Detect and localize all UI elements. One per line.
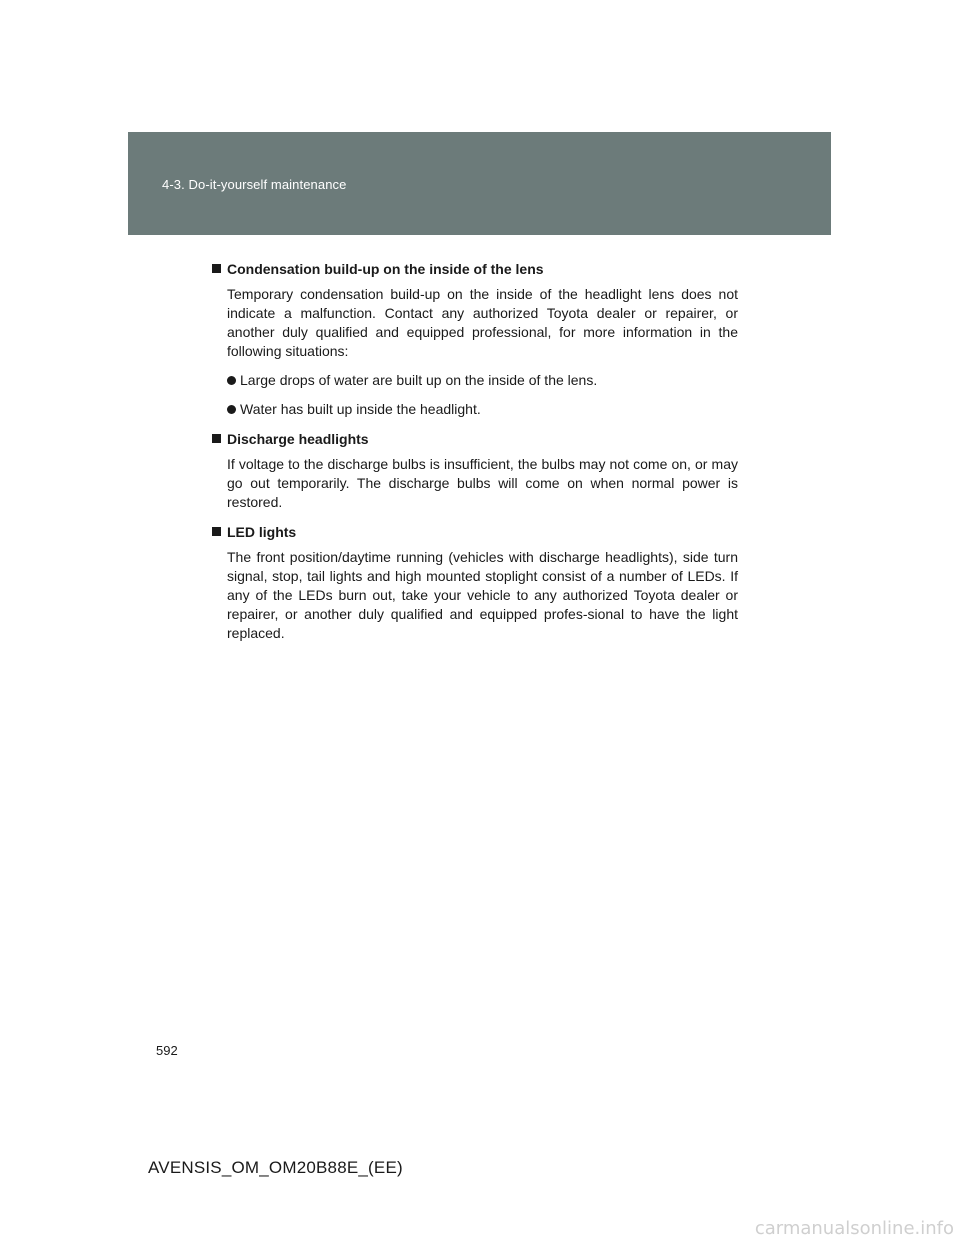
header-band xyxy=(128,132,831,235)
section-heading xyxy=(210,522,738,542)
section-heading-text: Discharge headlights xyxy=(227,431,369,447)
page-number: 592 xyxy=(156,1043,178,1058)
round-bullet-icon xyxy=(227,376,236,385)
section-title: 4-3. Do-it-yourself maintenance xyxy=(162,177,347,192)
square-bullet-icon xyxy=(212,264,221,273)
list-item xyxy=(227,371,738,390)
section-led-lights xyxy=(210,522,738,643)
list-item-text: Water has built up inside the headlight. xyxy=(240,401,481,417)
section-heading-text: LED lights xyxy=(227,524,297,540)
section-paragraph: The front position/daytime running (vehicles with discharge headlights), side turn signal, stop, tail lights and high mounted stoplight consist of a number of LEDs. If any of the LEDs burn out, take your vehicle to any authorized Toyota dealer or repairer, or another duly qualified and equipped profes-sional to have the light replaced. xyxy=(227,549,738,641)
round-bullet-icon xyxy=(227,405,236,414)
section-paragraph: If voltage to the discharge bulbs is insufficient, the bulbs may not come on, or may go out temporarily. The discharge bulbs will come on when normal power is restored. xyxy=(227,456,738,510)
main-content xyxy=(210,259,738,653)
square-bullet-icon xyxy=(212,527,221,536)
square-bullet-icon xyxy=(212,434,221,443)
section-discharge-headlights xyxy=(210,429,738,512)
section-heading xyxy=(210,259,738,279)
section-paragraph: Temporary condensation build-up on the inside of the headlight lens does not indicate a malfunction. Contact any authorized Toyota dealer or repairer, or another duly qualified and equipped professional, for more information in the following situations: xyxy=(227,286,738,359)
document-code: AVENSIS_OM_OM20B88E_(EE) xyxy=(148,1158,403,1177)
section-heading xyxy=(210,429,738,449)
watermark-text[interactable]: carmanualsonline.info xyxy=(754,1218,954,1239)
list-item-text: Large drops of water are built up on the inside of the lens. xyxy=(240,372,598,388)
section-condensation xyxy=(210,259,738,419)
section-heading-text: Condensation build-up on the inside of the lens xyxy=(227,261,544,277)
list-item xyxy=(227,400,738,419)
